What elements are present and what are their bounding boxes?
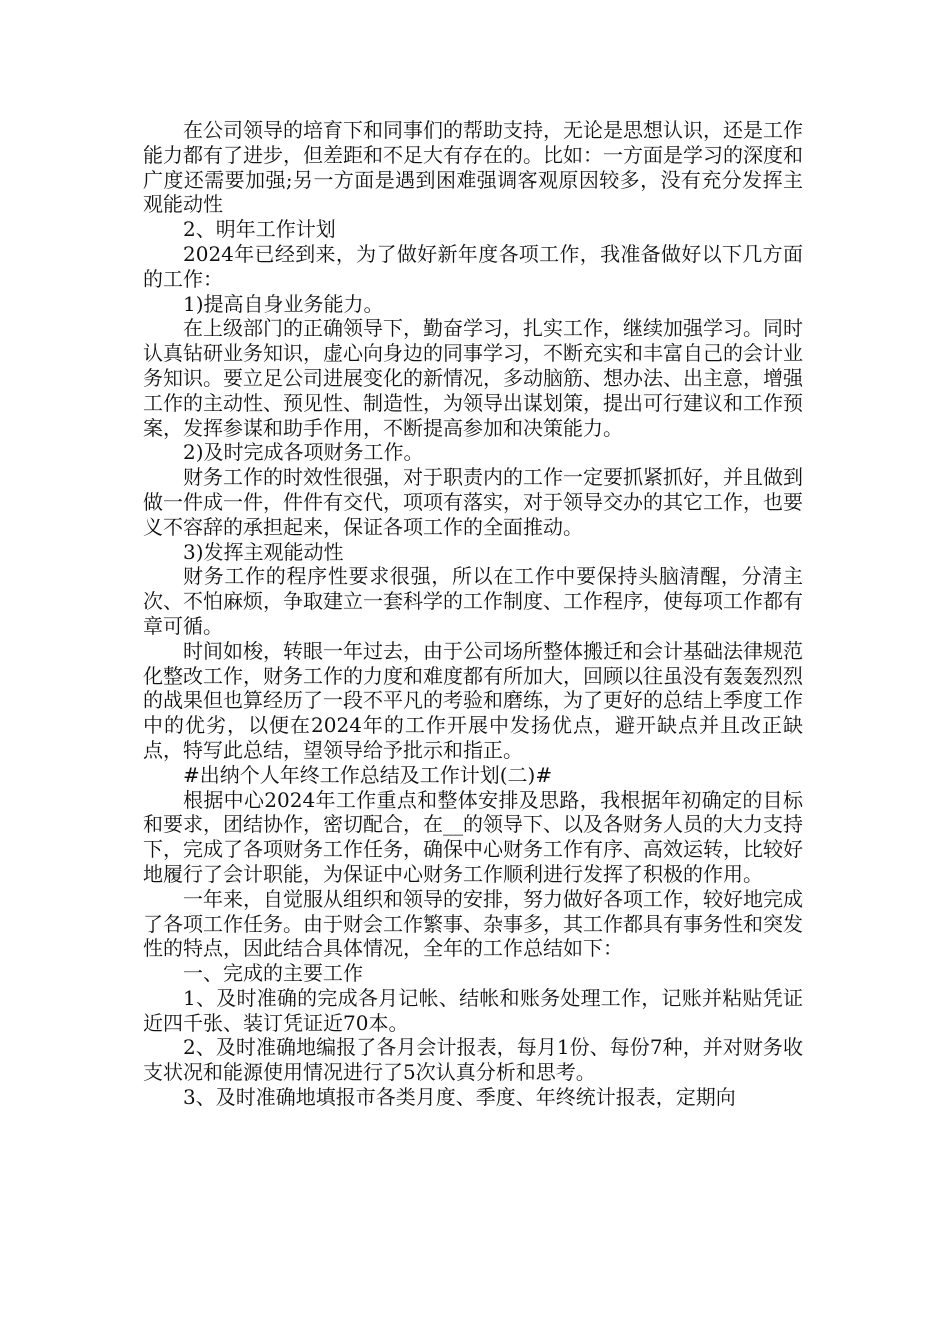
list-item-bookkeeping: 1、及时准确的完成各月记帐、结帐和账务处理工作，记账并粘贴凭证近四千张、装订凭证近70本。	[143, 985, 803, 1035]
paragraph-plan-intro: 2024年已经到来，为了做好新年度各项工作，我准备做好以下几方面的工作：	[143, 241, 803, 291]
paragraph-improve-ability: 在上级部门的正确领导下，勤奋学习，扎实工作，继续加强学习。同时认真钻研业务知识，虚心向身边的同事学习，不断充实和丰富自己的会计业务知识。要立足公司进展变化的新情况，多动脑筋、想办法、出主意，增强工作的主动性、预见性、制造性，为领导出谋划策，提出可行建议和工作预案，发挥参谋和助手作用，不断提高参加和决策能力。	[143, 316, 803, 440]
paragraph-conclusion: 时间如梭，转眼一年过去，由于公司场所整体搬迁和会计基础法律规范化整改工作，财务工作的力度和难度都有所加大，回顾以往虽没有轰轰烈烈的战果但也算经历了一段不平凡的考验和磨练，为了更好的总结上季度工作中的优劣，以便在2024年的工作开展中发扬优点，避开缺点并且改正缺点，特写此总结，望领导给予批示和指正。	[143, 638, 803, 762]
list-item-statistics: 3、及时准确地填报市各类月度、季度、年终统计报表，定期向	[183, 1085, 736, 1110]
heading-main-work: 一、完成的主要工作	[183, 961, 363, 986]
list-item-reports: 2、及时准确地编报了各月会计报表，每月1份、每份7种，并对财务收支状况和能源使用情况进行了5次认真分析和思考。	[143, 1035, 803, 1085]
paragraph-part-two-intro: 根据中心2024年工作重点和整体安排及思路，我根据年初确定的目标和要求，团结协作，密切配合，在__的领导下、以及各财务人员的大力支持下，完成了各项财务工作任务，确保中心财务工作有序、高效运转，比较好地履行了会计职能，为保证中心财务工作顺利进行发挥了积极的作用。	[143, 787, 803, 886]
subheading-improve-ability: 1)提高自身业务能力。	[183, 291, 384, 316]
heading-next-year-plan: 2、明年工作计划	[183, 217, 336, 242]
paragraph-summary-shortcomings: 在公司领导的培育下和同事们的帮助支持，无论是思想认识，还是工作能力都有了进步，但差距和不足大有存在的。比如：一方面是学习的深度和广度还需要加强;另一方面是遇到困难强调客观原因较多，没有充分发挥主观能动性	[143, 118, 803, 217]
paragraph-finance-work: 财务工作的时效性很强，对于职责内的工作一定要抓紧抓好，并且做到做一件成一件，件件有交代，项项有落实，对于领导交办的其它工作，也要义不容辞的承担起来，保证各项工作的全面推动。	[143, 465, 803, 539]
paragraph-year-review: 一年来，自觉服从组织和领导的安排，努力做好各项工作，较好地完成了各项工作任务。由于财会工作繁事、杂事多，其工作都具有事务性和突发性的特点，因此结合具体情况，全年的工作总结如下：	[143, 886, 803, 961]
subheading-finance-work: 2)及时完成各项财务工作。	[183, 440, 424, 465]
section-title-part-two: #出纳个人年终工作总结及工作计划(二)#	[183, 762, 553, 787]
paragraph-initiative: 财务工作的程序性要求很强，所以在工作中要保持头脑清醒，分清主次、不怕麻烦，争取建立一套科学的工作制度、工作程序，使每项工作都有章可循。	[143, 564, 803, 638]
document-page	[143, 118, 803, 1110]
subheading-initiative: 3)发挥主观能动性	[183, 539, 344, 564]
